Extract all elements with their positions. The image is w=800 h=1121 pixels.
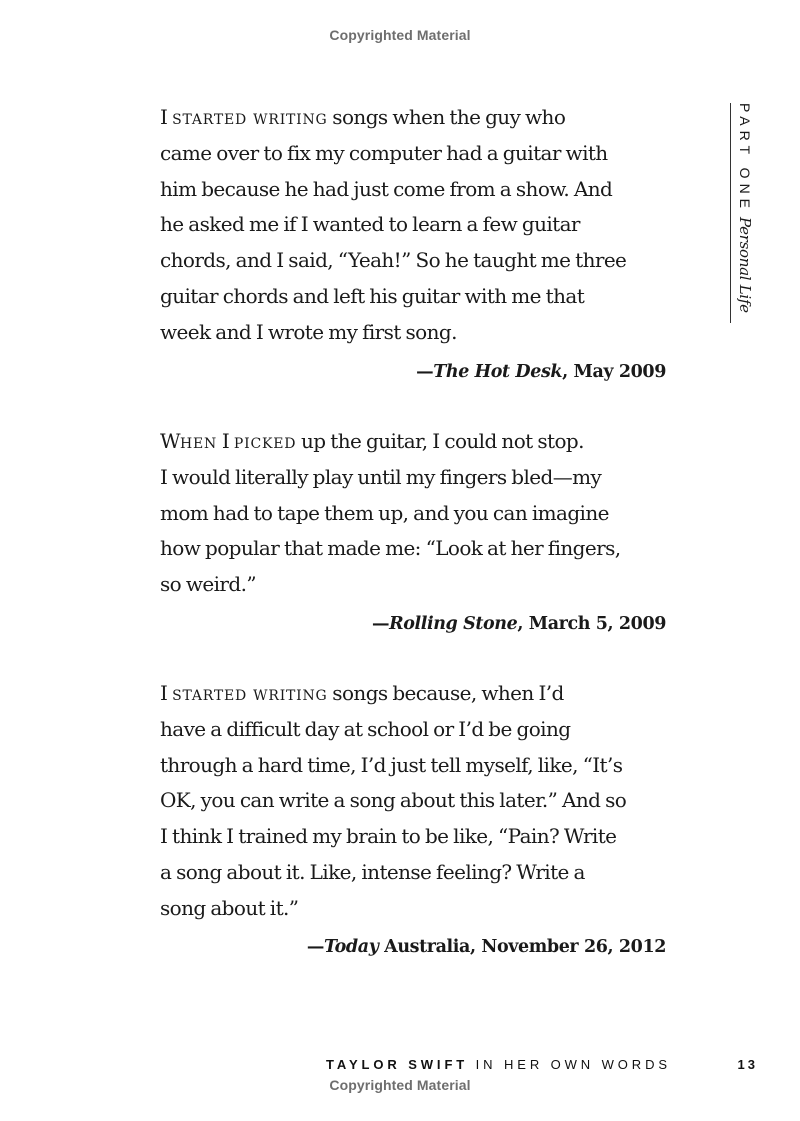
- quote-lead-mid: I: [217, 429, 234, 453]
- source-dash: —: [306, 937, 325, 957]
- quote-lead-smallcaps: started writing: [172, 105, 328, 129]
- copyright-watermark-top: Copyrighted Material: [329, 27, 471, 43]
- page-number: 13: [737, 1057, 758, 1072]
- source-publication: Today: [324, 937, 379, 957]
- quote-line: through a hard time, I’d just tell myself, like, “It’s: [160, 752, 623, 777]
- quote-1-source: [160, 362, 666, 382]
- quote-line: song about it.”: [160, 895, 299, 920]
- footer-author: TAYLOR SWIFT: [326, 1057, 469, 1072]
- quote-line: I think I trained my brain to be like, “Pain? Write: [160, 824, 617, 849]
- footer-book-title: IN HER OWN WORDS: [468, 1057, 671, 1072]
- quote-line: so weird.”: [160, 572, 256, 597]
- quote-lead-smallcaps: started writing: [172, 681, 328, 705]
- quote-lead-smallcaps: hen: [179, 429, 218, 453]
- quote-lead: I: [160, 681, 173, 705]
- quote-line: I would literally play until my fingers bled—my: [160, 464, 602, 489]
- quote-line: week and I wrote my first song.: [160, 319, 457, 344]
- running-footer: [326, 1057, 758, 1077]
- section-label: Personal Life: [736, 217, 754, 313]
- quote-3: [160, 676, 680, 927]
- source-dash: —: [416, 362, 434, 382]
- quote-1: [160, 100, 680, 351]
- quote-2-source: [160, 614, 666, 634]
- quote-line: mom had to tape them up, and you can imagine: [160, 500, 609, 525]
- quote-3-source: [160, 937, 666, 957]
- section-tab-label: [733, 103, 757, 323]
- source-publication: The Hot Desk: [433, 362, 563, 382]
- quote-lead: I: [160, 105, 173, 129]
- source-dash: —: [371, 614, 390, 634]
- quote-line: how popular that made me: “Look at her fingers,: [160, 536, 621, 561]
- quote-line: chords, and I said, “Yeah!” So he taught me three: [160, 248, 627, 273]
- quote-lead-smallcaps-2: picked: [233, 429, 297, 453]
- quote-line: have a difficult day at school or I’d be going: [160, 716, 571, 741]
- section-tab-rule: [730, 103, 731, 323]
- quote-2: [160, 424, 680, 603]
- quote-line: a song about it. Like, intense feeling? Write a: [160, 859, 585, 884]
- source-date: , March 5, 2009: [517, 614, 666, 634]
- quote-line: guitar chords and left his guitar with me that: [160, 283, 585, 308]
- quote-line: came over to fix my computer had a guitar with: [160, 140, 608, 165]
- source-date: , May 2009: [562, 362, 666, 382]
- source-publication: Rolling Stone: [389, 614, 518, 634]
- quote-line: songs when the guy who: [327, 105, 566, 129]
- quote-line: up the guitar, I could not stop.: [296, 429, 584, 453]
- quote-line: songs because, when I’d: [327, 681, 564, 705]
- quote-line: he asked me if I wanted to learn a few guitar: [160, 212, 580, 237]
- source-date: Australia, November 26, 2012: [378, 937, 666, 957]
- quote-lead: W: [160, 429, 180, 453]
- part-label: PART ONE: [737, 103, 753, 214]
- quote-line: him because he had just come from a show. And: [160, 176, 613, 201]
- quote-line: OK, you can write a song about this later.” And so: [160, 788, 627, 813]
- copyright-watermark-bottom: Copyrighted Material: [329, 1077, 471, 1093]
